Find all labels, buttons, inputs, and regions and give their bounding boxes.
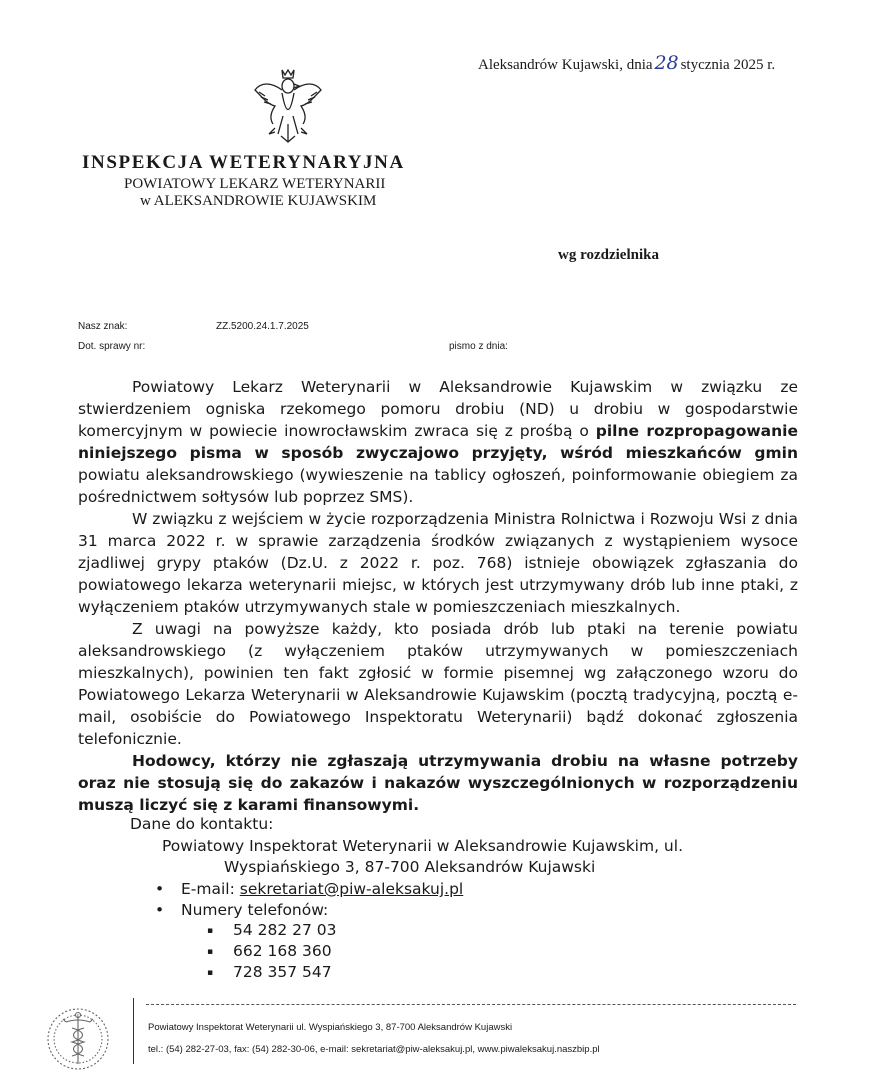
phone-list-item bbox=[207, 963, 332, 981]
letter-date-label: pismo z dnia: bbox=[449, 341, 508, 352]
ref-value: ZZ.5200.24.1.7.2025 bbox=[216, 321, 309, 332]
phone-list-item bbox=[207, 942, 332, 960]
phone-number: 728 357 547 bbox=[233, 963, 332, 981]
institution-subtitle-office: POWIATOWY LEKARZ WETERYNARII bbox=[124, 176, 386, 192]
paragraph-obligation: Z uwagi na powyższe każdy, kto posiada drób lub ptaki na terenie powiatu aleksandrowskiego (z wyłączeniem ptaków utrzymywanych w pomieszczeniach mieszkalnych), powinien ten fakt zgłosić w formie pisemnej wg załączonego wzoru do Powiatowego Lekarza Weterynarii w Aleksandrowie Kujawskim (pocztą tradycyjną, pocztą e-mail, osobiście do Powiatowego Inspektoratu Weterynarii) bądź dokonać zgłoszenia telefonicznie. bbox=[78, 620, 798, 748]
recipient-line: wg rozdzielnika bbox=[558, 247, 659, 263]
institution-subtitle-location: w ALEKSANDROWIE KUJAWSKIM bbox=[140, 193, 377, 209]
letter-body bbox=[78, 376, 798, 816]
letter-date bbox=[478, 52, 775, 74]
institution-name: INSPEKCJA WETERYNARYJNA bbox=[82, 152, 405, 173]
date-prefix: Aleksandrów Kujawski, dnia bbox=[478, 57, 653, 73]
phones-label: Numery telefonów: bbox=[181, 901, 329, 919]
footer-contact-details: tel.: (54) 282-27-03, fax: (54) 282-30-06, e-mail: sekretariat@piw-aleksakuj.pl, www.piwaleksakuj.naszbip.pl bbox=[148, 1044, 600, 1055]
paragraph-request-text-end: powiatu aleksandrowskiego (wywieszenie na tablicy ogłoszeń, poinformowanie obiegiem za pośrednictwem sołtysów lub poprzez SMS). bbox=[78, 466, 798, 506]
square-bullet-icon: ▪ bbox=[207, 946, 214, 957]
email-list-item bbox=[155, 880, 463, 898]
paragraph-request bbox=[78, 376, 798, 508]
contact-address-line1: Powiatowy Inspektorat Weterynarii w Aleksandrowie Kujawskim, ul. bbox=[162, 837, 683, 855]
paragraph-regulation: W związku z wejściem w życie rozporządzenia Ministra Rolnictwa i Rozwoju Wsi z dnia 31 marca 2022 r. w sprawie zarządzenia środków związanych z wystąpieniem wysoce zjadliwej grypy ptaków (Dz.U. z 2022 r. poz. 768) istnieje obowiązek zgłaszania do powiatowego lekarza weterynarii miejsc, w których jest utrzymywany drób lub inne ptaki, z wyłączeniem ptaków utrzymywanych stale w pomieszczeniach mieszkalnych. bbox=[78, 510, 798, 616]
footer-address: Powiatowy Inspektorat Weterynarii ul. Wyspiańskiego 3, 87-700 Aleksandrów Kujawski bbox=[148, 1022, 513, 1033]
square-bullet-icon: ▪ bbox=[207, 967, 214, 978]
paragraph-request-text: Powiatowy Lekarz Weterynarii w Aleksandrowie Kujawskim w związku ze stwierdzeniem ogniska rzekomego pomoru drobiu (ND) u drobiu w gospodarstwie komercyjnym w powiecie inowrocławskim zwraca się z prośbą o bbox=[78, 378, 798, 440]
phone-list-item bbox=[207, 921, 337, 939]
polish-eagle-emblem-icon bbox=[253, 66, 323, 144]
contact-address-line2: Wyspiańskiego 3, 87-700 Aleksandrów Kujawski bbox=[224, 858, 596, 876]
phones-list-item bbox=[155, 901, 328, 919]
email-label: E-mail: bbox=[181, 880, 240, 898]
square-bullet-icon: ▪ bbox=[207, 925, 214, 936]
caduceus-logo-icon bbox=[36, 1006, 120, 1072]
handwritten-day: 28 bbox=[654, 52, 679, 74]
paragraph-request-emphasis: pilne rozpropagowanie niniejszego pisma w sposób zwyczajowo przyjęty, wśród mieszkańców gmin bbox=[78, 422, 798, 462]
email-link[interactable]: sekretariat@piw-aleksakuj.pl bbox=[239, 880, 464, 898]
ref-label: Nasz znak: bbox=[78, 321, 128, 332]
footer-divider-dashed bbox=[146, 1004, 796, 1005]
contact-intro: Dane do kontaktu: bbox=[130, 815, 274, 833]
phone-number: 662 168 360 bbox=[233, 942, 332, 960]
case-number-label: Dot. sprawy nr: bbox=[78, 341, 146, 352]
footer-divider-vertical bbox=[133, 998, 134, 1064]
date-suffix: stycznia 2025 r. bbox=[680, 57, 776, 73]
bullet-icon: • bbox=[155, 901, 165, 919]
paragraph-penalty-warning bbox=[78, 750, 798, 816]
bullet-icon: • bbox=[155, 880, 165, 898]
phone-number: 54 282 27 03 bbox=[233, 921, 337, 939]
penalty-warning-text: Hodowcy, którzy nie zgłaszają utrzymywania drobiu na własne potrzeby oraz nie stosują się do zakazów i nakazów wyszczególnionych w rozporządzeniu muszą liczyć się z karami finansowymi. bbox=[78, 752, 798, 814]
